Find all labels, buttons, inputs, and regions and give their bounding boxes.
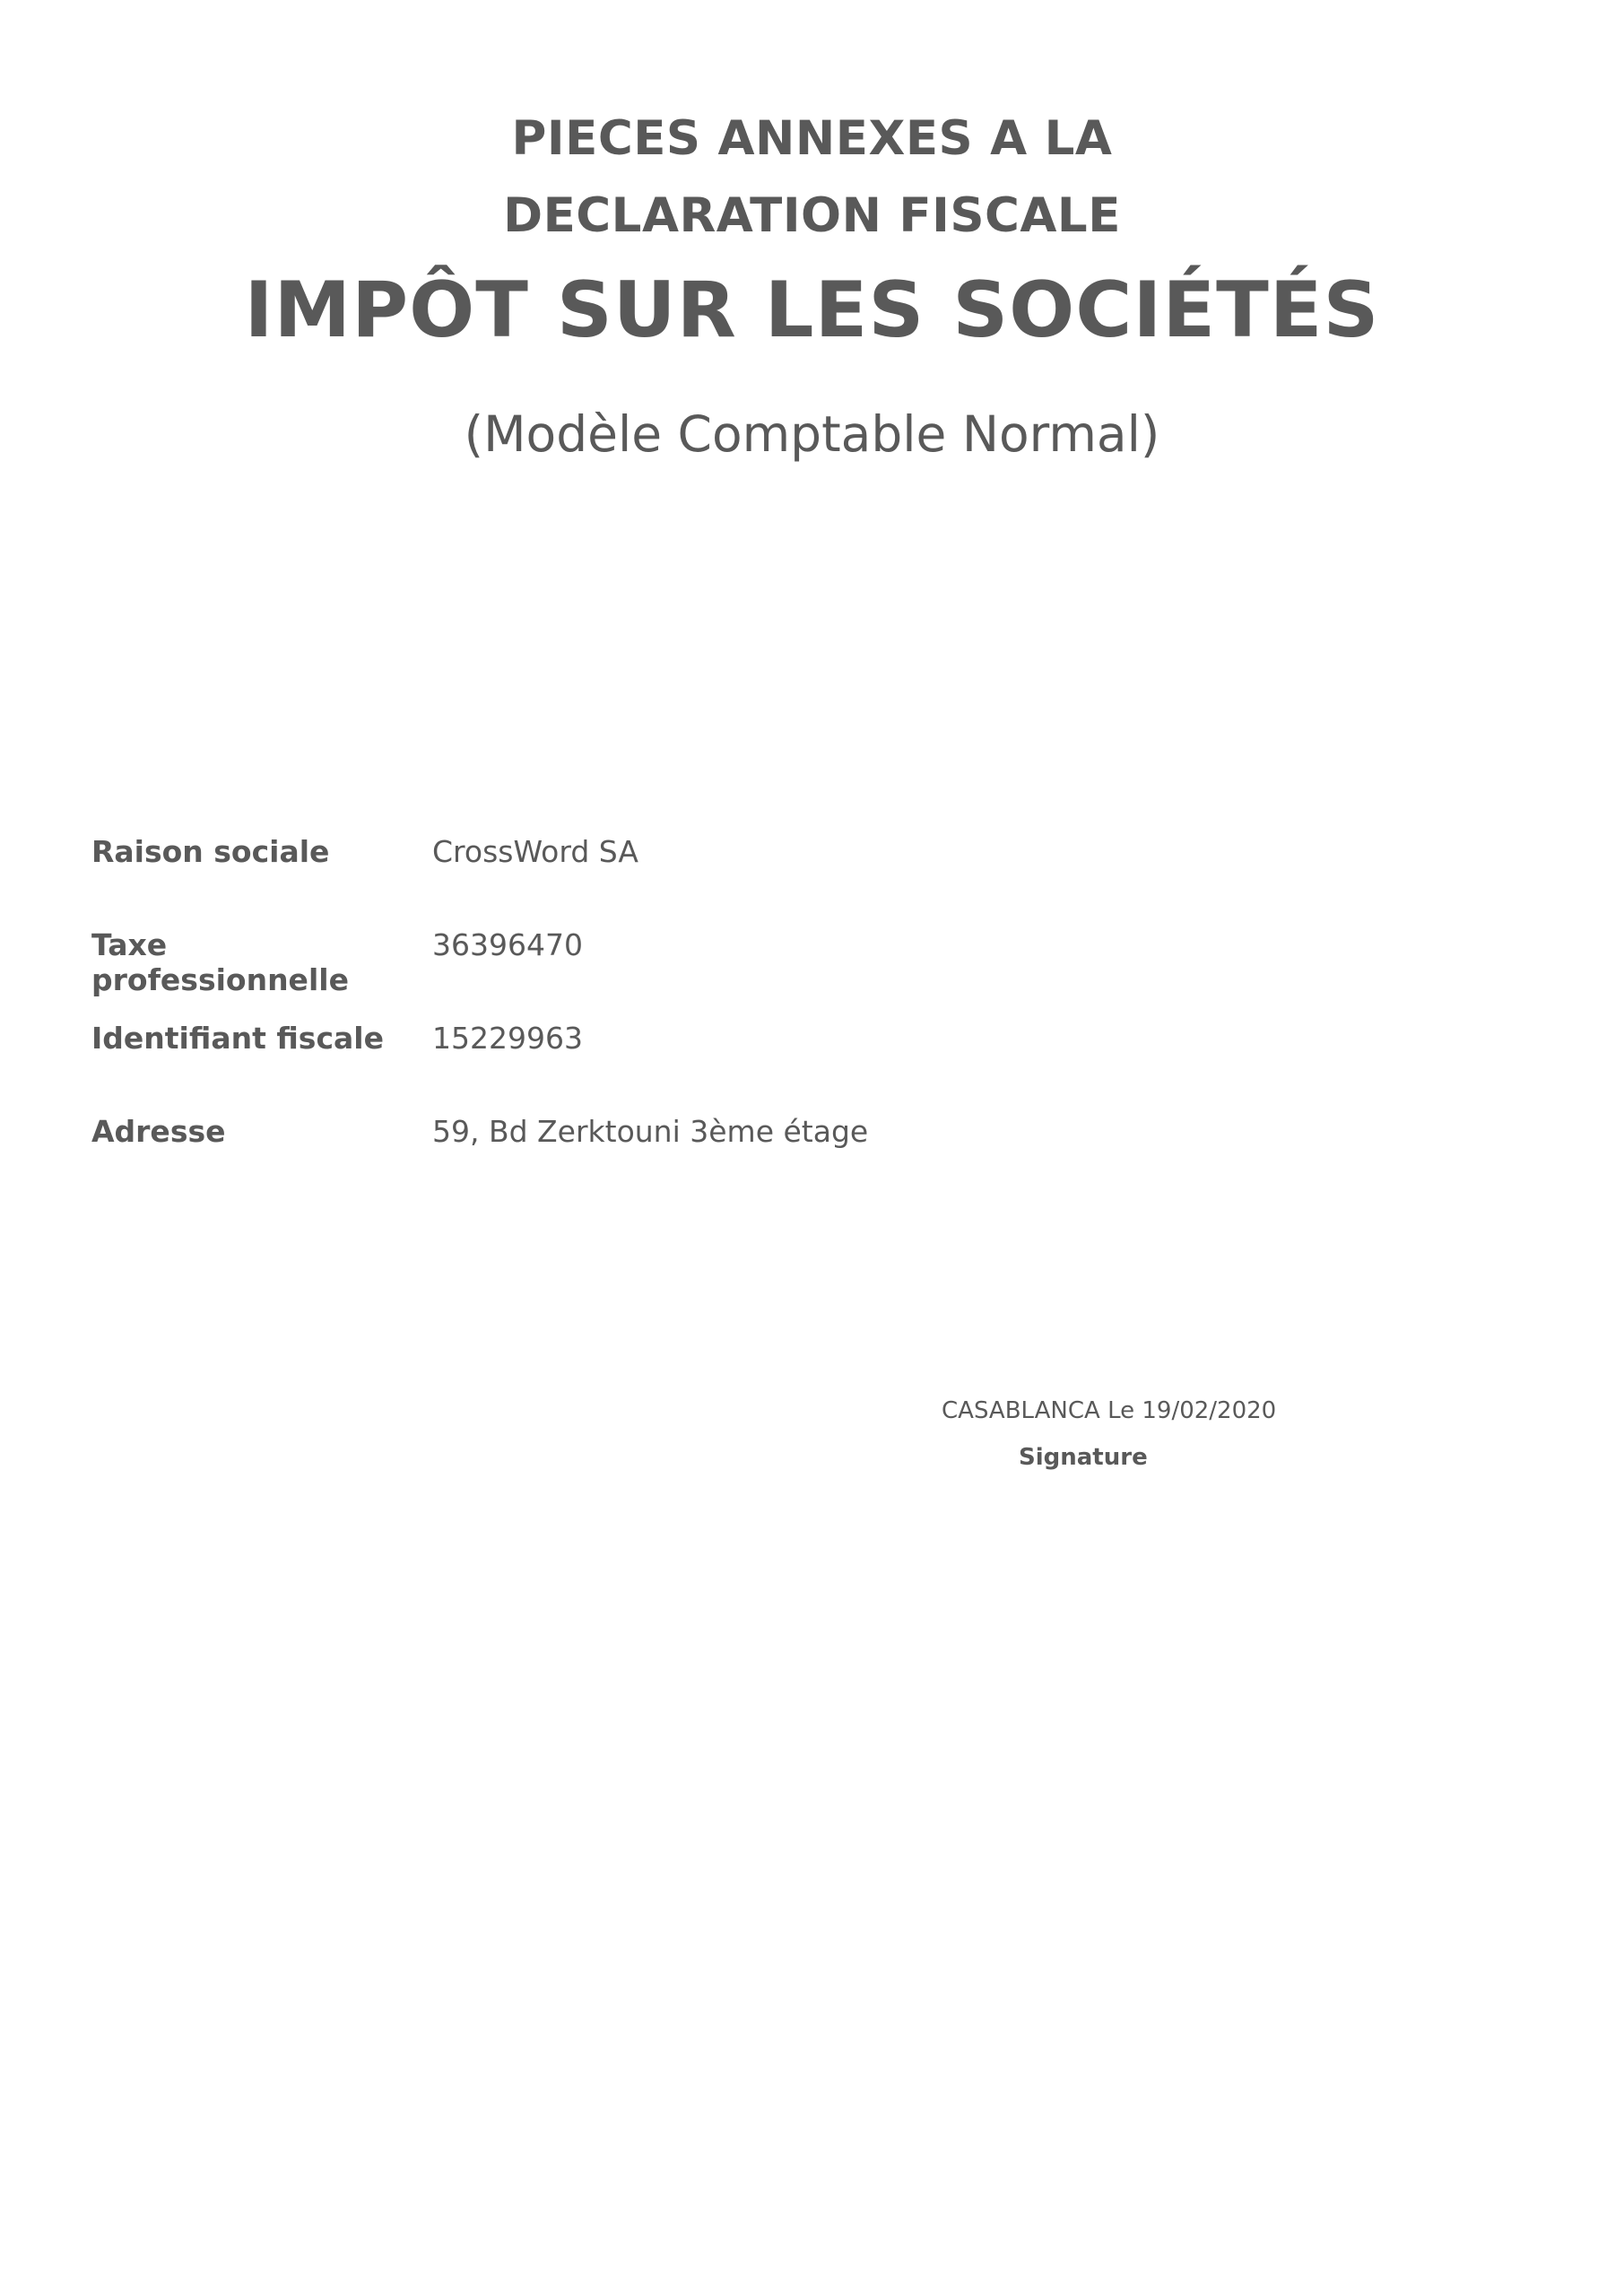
main-title-block xyxy=(0,262,1624,359)
header-line-2: DECLARATION FISCALE xyxy=(503,188,1121,243)
model-block xyxy=(0,398,1624,470)
company-info-table xyxy=(91,834,868,1207)
info-row-raison-sociale xyxy=(91,834,868,927)
info-value: CrossWord SA xyxy=(432,834,638,869)
model-subtitle: (Modèle Comptable Normal) xyxy=(464,405,1160,463)
info-label: Identifiant fiscale xyxy=(91,1021,384,1056)
info-label: Adresse xyxy=(91,1114,226,1149)
info-row-identifiant-fiscale xyxy=(91,1021,868,1114)
title-block xyxy=(0,100,1624,255)
info-label: Raison sociale xyxy=(91,834,330,869)
info-value: 36396470 xyxy=(432,927,583,962)
info-label: Taxe professionnelle xyxy=(91,927,349,997)
signature-label: Signature xyxy=(1019,1444,1148,1471)
info-value: 59, Bd Zerktouni 3ème étage xyxy=(432,1114,869,1149)
info-row-taxe-professionnelle xyxy=(91,927,868,1021)
page-title: IMPÔT SUR LES SOCIÉTÉS xyxy=(244,265,1380,355)
place-date: CASABLANCA Le 19/02/2020 xyxy=(942,1397,1277,1424)
header-line-1: PIECES ANNEXES A LA xyxy=(511,111,1113,166)
info-row-adresse xyxy=(91,1114,868,1207)
info-value: 15229963 xyxy=(432,1021,583,1056)
